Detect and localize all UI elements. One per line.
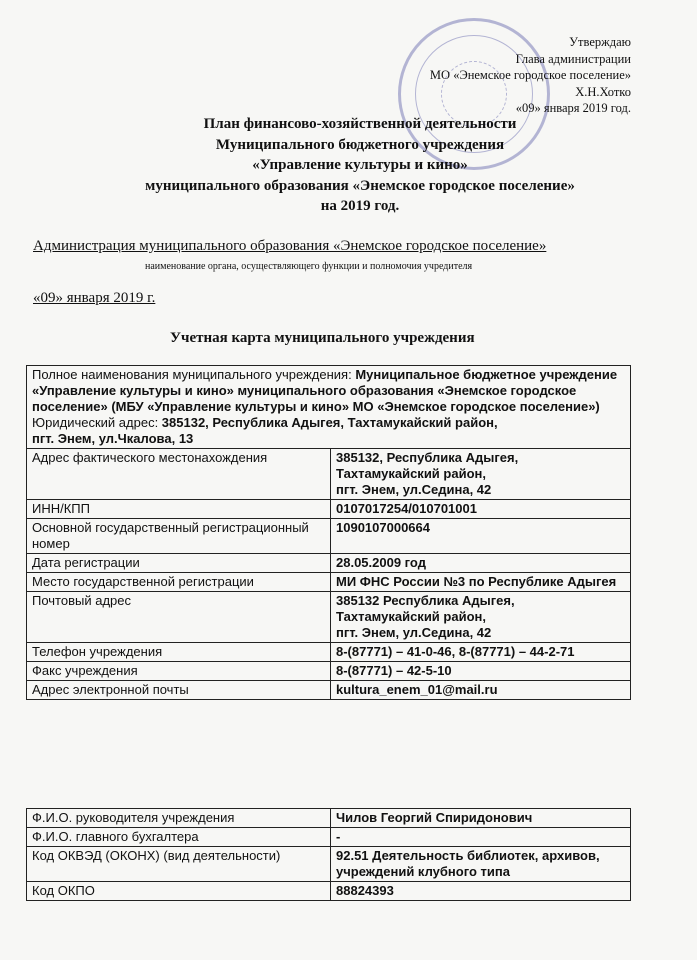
table-row	[27, 366, 631, 449]
field-value-line: 0107017254/010701001	[336, 501, 477, 516]
field-value-line: пгт. Энем, ул.Седина, 42	[336, 625, 492, 640]
table-row	[27, 847, 631, 882]
legal-address-label: Юридический адрес:	[32, 415, 162, 430]
field-value-line: kultura_enem_01@mail.ru	[336, 682, 498, 697]
title-line: «Управление культуры и кино»	[252, 157, 468, 173]
title-line: Муниципального бюджетного учреждения	[215, 136, 505, 153]
field-value	[331, 828, 631, 847]
approval-line: Глава администрации	[515, 51, 631, 66]
field-value	[331, 592, 631, 643]
field-value	[331, 847, 631, 882]
table-row	[27, 592, 631, 643]
approval-date: «09» января 2019 год.	[515, 101, 631, 115]
table-row	[27, 662, 631, 681]
field-label: Ф.И.О. руководителя учреждения	[27, 809, 331, 828]
table-row	[27, 809, 631, 828]
table-row	[27, 882, 631, 901]
field-value-line: Чилов Георгий Спиридонович	[336, 810, 533, 825]
table-row	[27, 643, 631, 662]
field-value	[331, 554, 631, 573]
table-row	[27, 573, 631, 592]
full-name-value: Муниципальное бюджетное учреждение «Управление культуры и кино» муниципального образования «Энемское городское поселение» (МБУ «Управление культуры и кино» МО «Энемское городское поселение»)	[32, 367, 618, 414]
field-value-line: 385132 Республика Адыгея,	[336, 593, 515, 608]
field-label: Код ОКВЭД (ОКОНХ) (вид деятельности)	[27, 847, 331, 882]
field-value-line: 1090107000664	[336, 520, 430, 535]
field-label: Код ОКПО	[27, 882, 331, 901]
field-value	[331, 643, 631, 662]
field-label: Адрес фактического местонахождения	[27, 449, 331, 500]
field-value	[331, 500, 631, 519]
legal-address-value: 385132, Республика Адыгея, Тахтамукайский район,	[161, 415, 498, 430]
management-table	[26, 808, 631, 901]
field-value	[331, 662, 631, 681]
institution-info-cell	[27, 366, 631, 449]
field-value-line: -	[336, 829, 341, 844]
field-value-line: Тахтамукайский район,	[336, 609, 486, 624]
field-value	[331, 449, 631, 500]
table-row	[27, 828, 631, 847]
card-title: Учетная карта муниципального учреждения	[170, 330, 475, 346]
field-value	[331, 573, 631, 592]
field-label: ИНН/КПП	[27, 500, 331, 519]
field-label: Ф.И.О. главного бухгалтера	[27, 828, 331, 847]
title-line: План финансово-хозяйственной деятельности	[203, 116, 517, 132]
field-value-line: МИ ФНС России №3 по Республике Адыгея	[336, 574, 617, 589]
field-value-line: 88824393	[336, 883, 394, 898]
field-label: Адрес электронной почты	[27, 681, 331, 700]
field-value	[331, 681, 631, 700]
title-line: на 2019 год.	[320, 198, 400, 214]
document-title	[60, 114, 660, 217]
field-value-line: 385132, Республика Адыгея,	[336, 450, 519, 465]
field-label: Дата регистрации	[27, 554, 331, 573]
field-label: Факс учреждения	[27, 662, 331, 681]
field-label: Место государственной регистрации	[27, 573, 331, 592]
table-row	[27, 681, 631, 700]
field-value-line: 92.51 Деятельность библиотек, архивов, учреждений клубного типа	[336, 848, 600, 879]
field-value-line: 8-(87771) – 42-5-10	[336, 663, 452, 678]
founder-caption: наименование органа, осуществляющего функции и полномочия учредителя	[145, 261, 473, 272]
document-date: «09» января 2019 г.	[33, 290, 156, 306]
full-name-label: Полное наименования муниципального учреждения:	[32, 367, 356, 382]
field-value	[331, 809, 631, 828]
table-row	[27, 500, 631, 519]
legal-address-value: пгт. Энем, ул.Чкалова, 13	[32, 431, 194, 446]
approval-line: Утверждаю	[569, 35, 631, 49]
registration-card-table	[26, 365, 631, 700]
field-value	[331, 882, 631, 901]
table-row	[27, 519, 631, 554]
field-value	[331, 519, 631, 554]
founder-name: Администрация муниципального образования «Энемское городское поселение»	[33, 238, 547, 254]
field-label: Телефон учреждения	[27, 643, 331, 662]
field-label: Почтовый адрес	[27, 592, 331, 643]
field-label: Основной государственный регистрационный номер	[27, 519, 331, 554]
approval-block	[401, 34, 631, 117]
field-value-line: 8-(87771) – 41-0-46, 8-(87771) – 44-2-71	[336, 644, 575, 659]
approval-line: МО «Энемское городское поселение»	[429, 68, 631, 82]
table-row	[27, 554, 631, 573]
field-value-line: Тахтамукайский район,	[336, 466, 486, 481]
field-value-line: пгт. Энем, ул.Седина, 42	[336, 482, 492, 497]
title-line: муниципального образования «Энемское городское поселение»	[145, 177, 575, 194]
table-row	[27, 449, 631, 500]
approval-line: Х.Н.Хотко	[575, 84, 631, 99]
field-value-line: 28.05.2009 год	[336, 555, 426, 570]
